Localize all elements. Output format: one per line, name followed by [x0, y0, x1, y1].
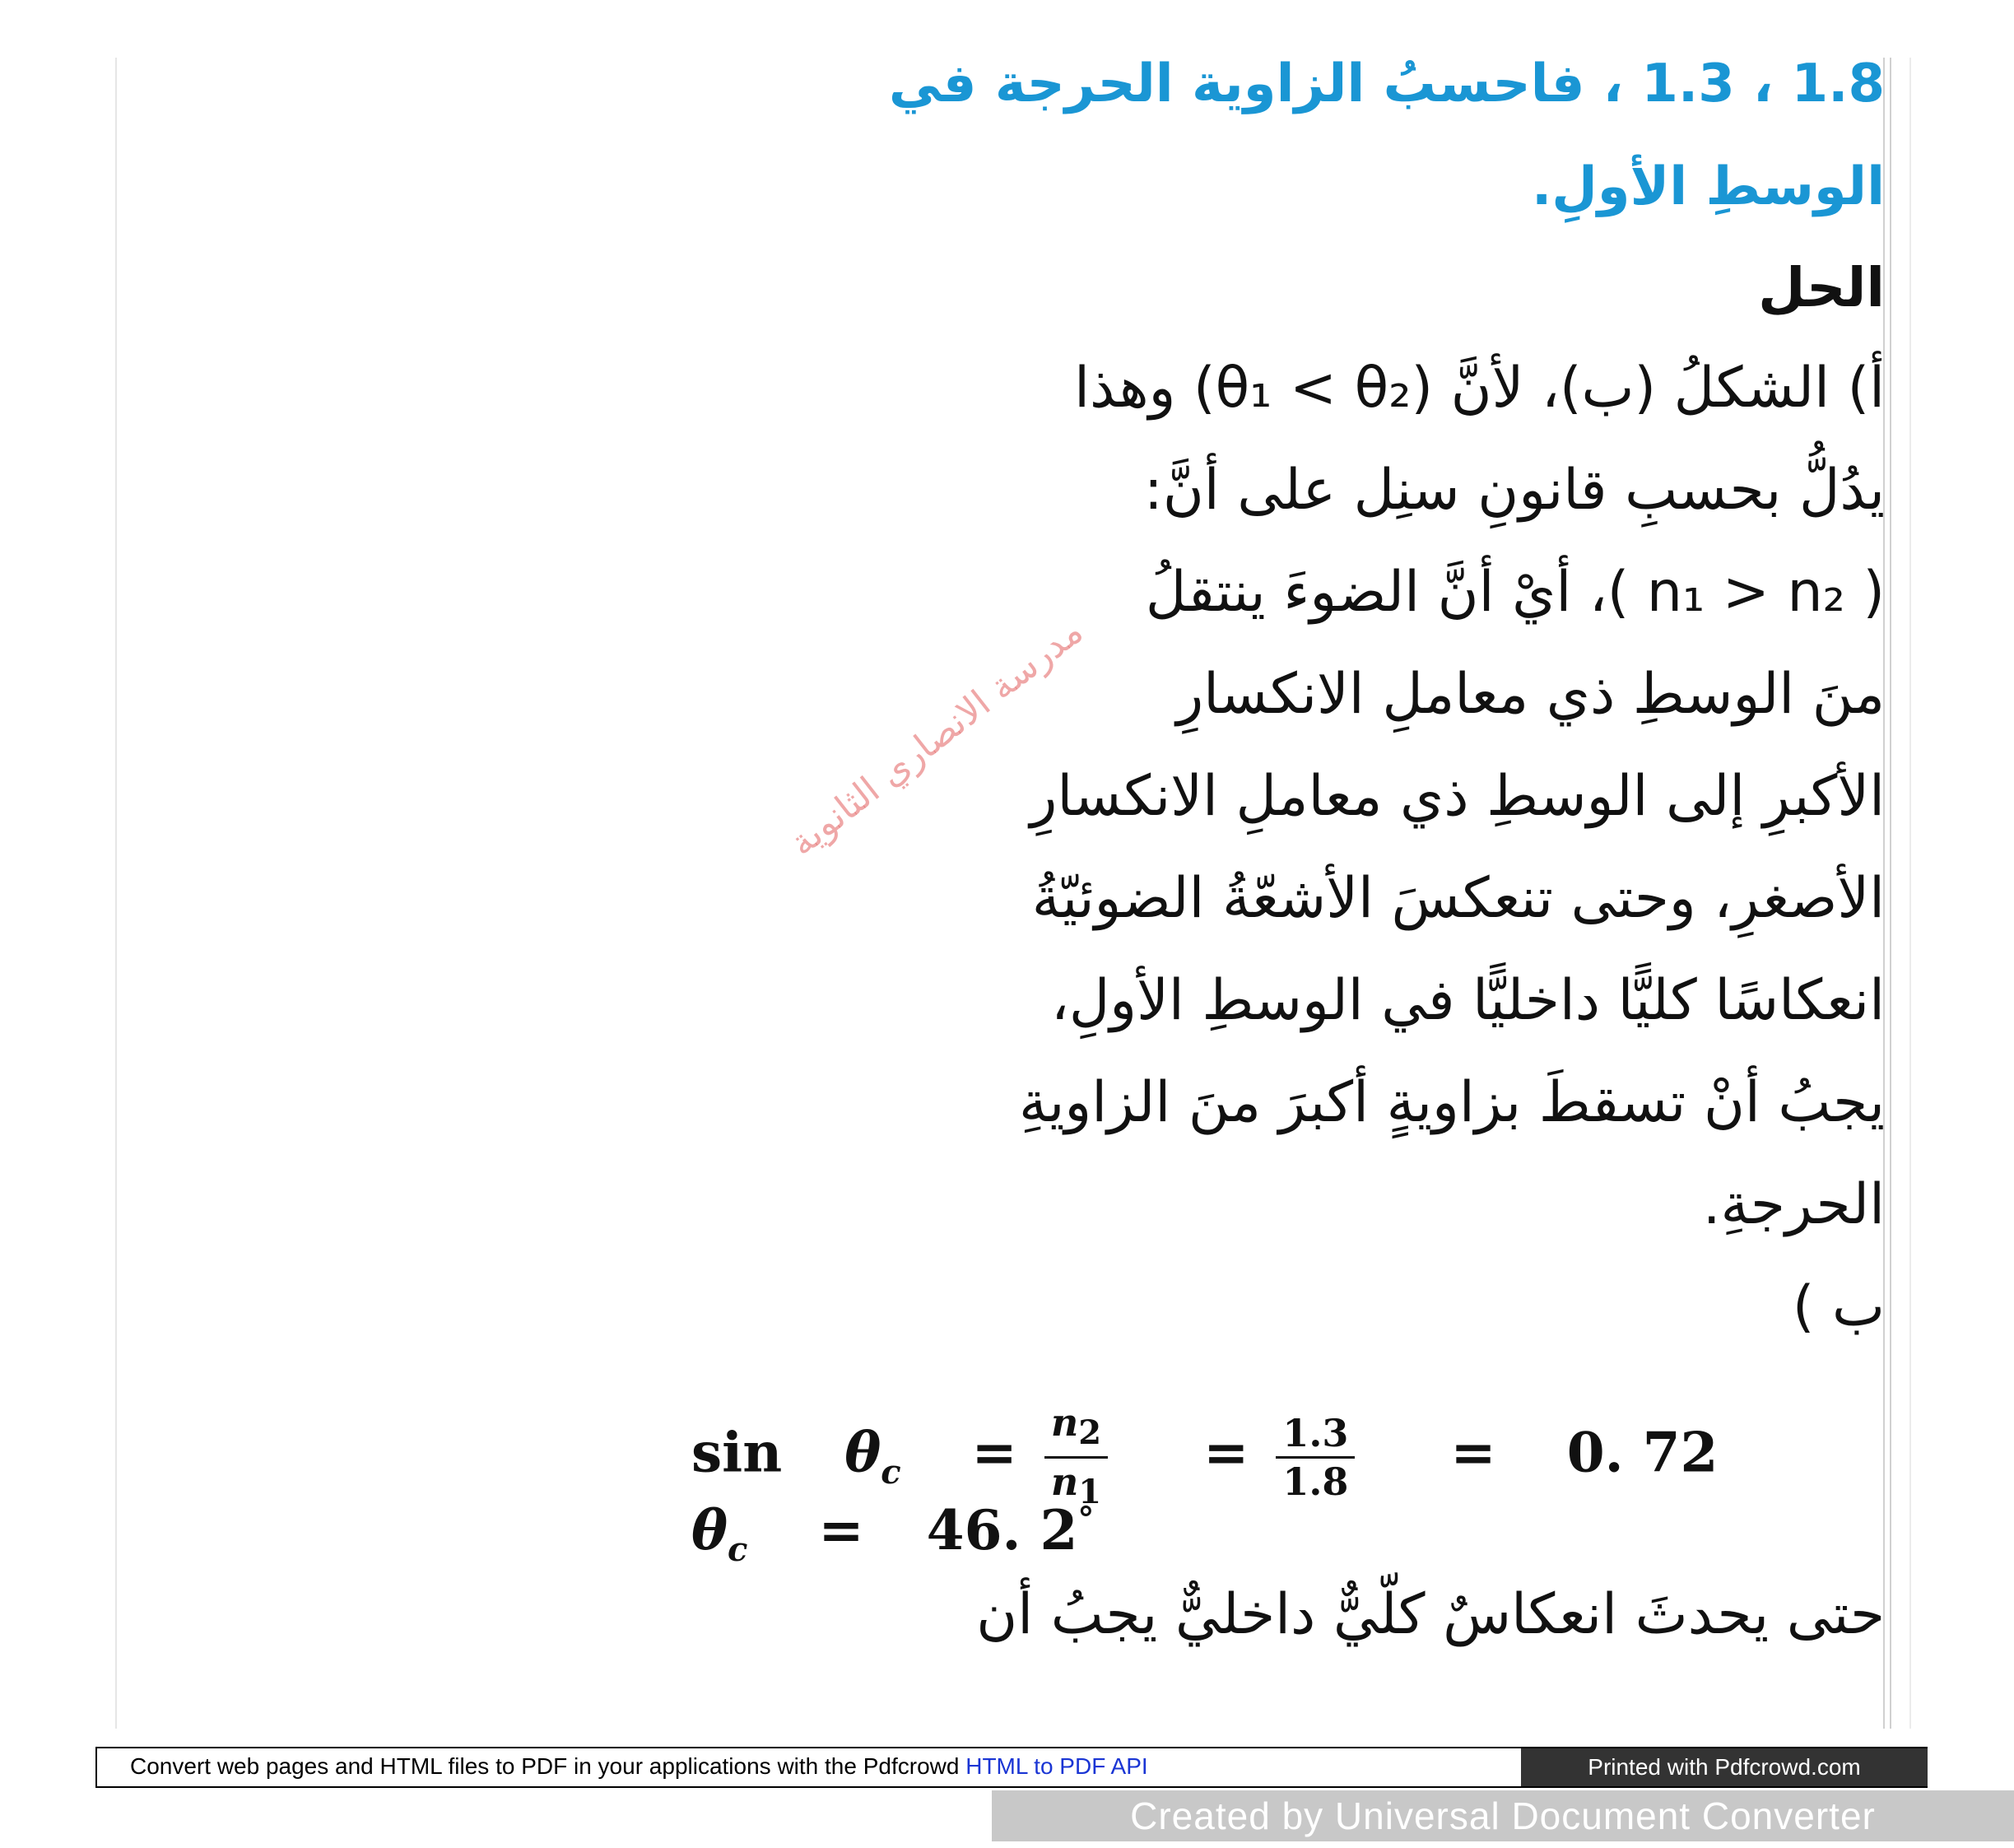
equals-sign: =	[971, 1420, 1017, 1485]
theta-symbol: θ	[691, 1498, 728, 1562]
solution-line: ( n₁ > n₂ )، أيْ أنَّ الضوءَ ينتقلُ	[1145, 560, 1885, 625]
fraction-denominator: n	[1050, 1459, 1079, 1505]
question-line-1: 1.8 ، 1.3 ، فاحسبُ الزاوية الحرجة في	[888, 54, 1885, 114]
solution-line: يدُلُّ بحسبِ قانونِ سنِل على أنَّ:	[1143, 458, 1885, 523]
page-border-left	[115, 58, 117, 1729]
fraction-denominator-sub: 1	[1078, 1473, 1102, 1512]
html-to-pdf-api-link[interactable]: HTML to PDF API	[965, 1753, 1148, 1779]
footer-message: Convert web pages and HTML files to PDF in your applications with the Pdfcrowd	[130, 1753, 966, 1779]
solution-line: الحرجةِ.	[1702, 1172, 1885, 1237]
question-line-2: الوسطِ الأولِ.	[1531, 156, 1885, 217]
solution-line: أ) الشكلُ (ب)، لأنَّ (θ₁ < θ₂) وهذا	[1074, 356, 1885, 421]
fraction-numeric-numerator: 1.3	[1276, 1410, 1355, 1459]
solution-line: الأكبرِ إلى الوسطِ ذي معاملِ الانكسارِ	[1030, 764, 1885, 829]
fraction-numerator: n	[1050, 1400, 1079, 1445]
angle-result: 46. 2	[926, 1498, 1078, 1562]
school-watermark: مدرسة الانصاري الثانوية	[782, 610, 1091, 865]
page-border-right-outer	[1909, 58, 1911, 1729]
solution-line: ب )	[1792, 1274, 1885, 1339]
fraction-numeric-denominator: 1.8	[1282, 1459, 1349, 1505]
theta-subscript: c	[728, 1530, 748, 1570]
sin-text: sin	[691, 1420, 783, 1485]
solution-line: يجبُ أنْ تسقطَ بزاويةٍ أكبرَ منَ الزاويةِ	[1019, 1070, 1885, 1135]
solution-after-equation: حتى يحدثَ انعكاسٌ كلّيٌّ داخليٌّ يجبُ أن	[976, 1582, 1885, 1647]
universal-document-converter-banner: Created by Universal Document Converter	[992, 1790, 2014, 1841]
equation-theta-c	[691, 1498, 1094, 1569]
solution-line: منَ الوسطِ ذي معاملِ الانكسارِ	[1176, 662, 1885, 727]
solution-line: انعكاسًا كليًّا داخليًّا في الوسطِ الأولِ،	[1050, 968, 1885, 1033]
footer-text	[130, 1753, 1148, 1780]
equals-sign: =	[1450, 1420, 1496, 1485]
fraction-numeric	[1276, 1410, 1355, 1505]
printed-with-pdfcrowd[interactable]: Printed with Pdfcrowd.com	[1521, 1748, 1928, 1786]
degree-symbol: °	[1077, 1500, 1095, 1538]
solution-title: الحل	[1758, 256, 1885, 319]
pdfcrowd-footer	[95, 1747, 1928, 1788]
equals-sign: =	[818, 1498, 864, 1562]
fraction-numerator-sub: 2	[1078, 1413, 1102, 1453]
solution-line: الأصغرِ، وحتى تنعكسَ الأشعّةُ الضوئيّةُ	[1031, 866, 1885, 931]
sin-result: 0. 72	[1566, 1420, 1719, 1485]
theta-symbol: θ	[844, 1420, 881, 1485]
theta-subscript: c	[881, 1452, 901, 1492]
equals-sign: =	[1203, 1420, 1249, 1485]
